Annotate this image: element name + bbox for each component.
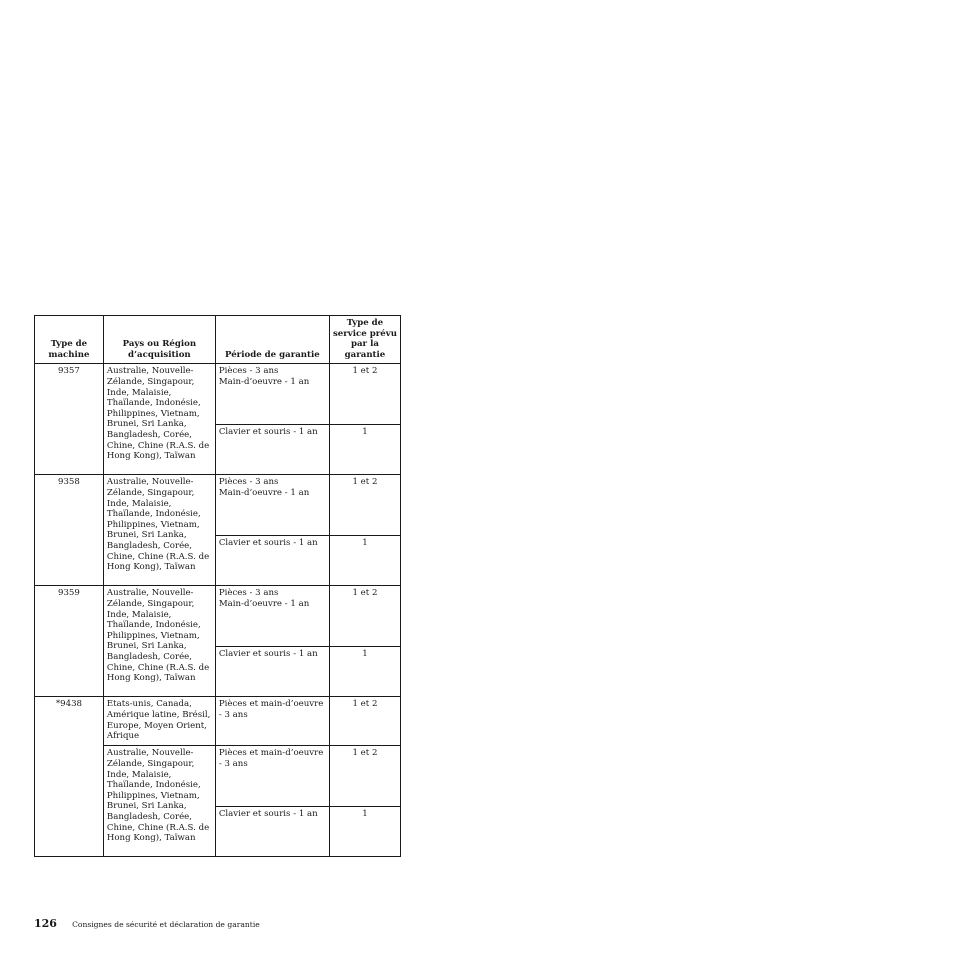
warranty-period-cell [215,536,329,586]
header-service-type: Type de service prévu par la garantie [329,316,400,364]
warranty-period-cell [215,746,329,807]
table-row [35,364,401,425]
period-line: Main-d’oeuvre - 1 an [218,487,310,498]
warranty-period-cell [215,697,329,746]
service-type-cell: 1 et 2 [329,746,400,807]
period-line: Main-d’oeuvre - 1 an [218,598,310,609]
service-type-cell: 1 [329,807,400,857]
service-type-cell: 1 [329,536,400,586]
page-footer [34,912,260,931]
warranty-period-cell [215,425,329,475]
machine-type-cell: 9359 [35,586,104,697]
machine-type-cell: *9438 [35,697,104,857]
service-type-cell: 1 [329,647,400,697]
machine-type-cell: 9358 [35,475,104,586]
table-row [35,697,401,746]
warranty-period-cell [215,586,329,647]
header-country: Pays ou Région d’acquisition [103,316,215,364]
country-cell: Australie, Nouvelle-Zélande, Singapour, Inde, Malaisie, Thaïlande, Indonésie, Philippines, Vietnam, Brunei, Sri Lanka, Bangladesh, Corée, Chine, Chine (R.A.S. de Hong Kong), Taïwan [103,475,215,586]
period-line: Pièces et main-d’oeuvre - 3 ans [218,748,324,769]
country-cell: Etats-unis, Canada, Amérique latine, Brésil, Europe, Moyen Orient, Afrique [103,697,215,746]
table-header-row [35,316,401,364]
machine-type-cell: 9357 [35,364,104,475]
table-row [35,475,401,536]
service-type-cell: 1 et 2 [329,475,400,536]
table-row [35,586,401,647]
period-line: Main-d’oeuvre - 1 an [218,376,310,387]
warranty-period-cell [215,364,329,425]
period-line: Clavier et souris - 1 an [218,809,318,820]
warranty-period-cell [215,647,329,697]
service-type-cell: 1 et 2 [329,364,400,425]
country-cell: Australie, Nouvelle-Zélande, Singapour, Inde, Malaisie, Thaïlande, Indonésie, Philippines, Vietnam, Brunei, Sri Lanka, Bangladesh, Corée, Chine, Chine (R.A.S. de Hong Kong), Taïwan [103,364,215,475]
warranty-period-cell [215,807,329,857]
period-line: Clavier et souris - 1 an [218,538,318,549]
country-cell: Australie, Nouvelle-Zélande, Singapour, Inde, Malaisie, Thaïlande, Indonésie, Philippines, Vietnam, Brunei, Sri Lanka, Bangladesh, Corée, Chine, Chine (R.A.S. de Hong Kong), Taïwan [103,586,215,697]
footer-title: Consignes de sécurité et déclaration de garantie [72,920,260,929]
period-line: Pièces - 3 ans [218,366,279,377]
warranty-period-cell [215,475,329,536]
period-line: Pièces et main-d’oeuvre - 3 ans [218,699,324,720]
period-line: Pièces - 3 ans [218,477,279,488]
header-machine-type: Type de machine [35,316,104,364]
country-cell: Australie, Nouvelle-Zélande, Singapour, Inde, Malaisie, Thaïlande, Indonésie, Philippines, Vietnam, Brunei, Sri Lanka, Bangladesh, Corée, Chine, Chine (R.A.S. de Hong Kong), Taïwan [103,746,215,857]
period-line: Pièces - 3 ans [218,588,279,599]
period-line: Clavier et souris - 1 an [218,649,318,660]
warranty-table [34,315,401,857]
page-number: 126 [34,917,57,930]
service-type-cell: 1 et 2 [329,586,400,647]
service-type-cell: 1 [329,425,400,475]
period-line: Clavier et souris - 1 an [218,427,318,438]
service-type-cell: 1 et 2 [329,697,400,746]
header-warranty-period: Période de garantie [215,316,329,364]
